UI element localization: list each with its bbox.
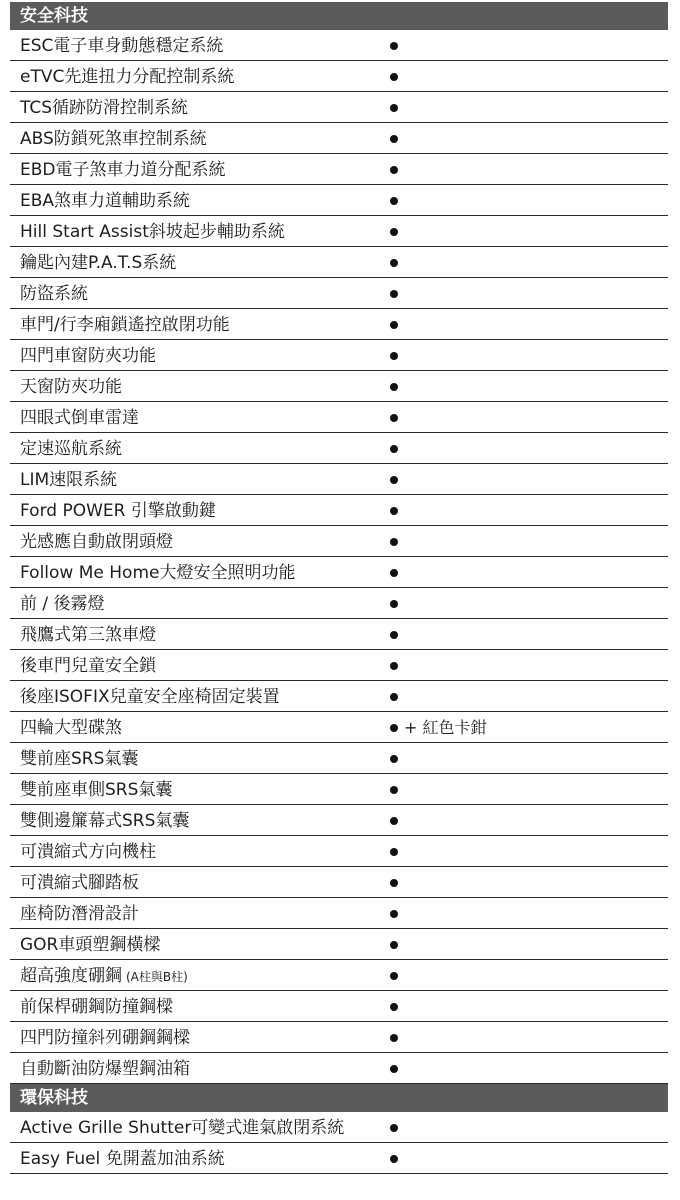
feature-label xyxy=(20,898,139,928)
standard-dot-icon xyxy=(390,724,398,732)
feature-label xyxy=(20,526,173,556)
feature-label xyxy=(20,805,189,835)
spec-row xyxy=(10,154,668,185)
feature-name: 前保桿硼鋼防撞鋼樑 xyxy=(20,997,173,1017)
feature-label xyxy=(20,495,216,525)
standard-dot-icon xyxy=(390,383,398,391)
feature-label xyxy=(20,929,160,959)
spec-sheet xyxy=(10,2,668,1174)
standard-dot-icon xyxy=(390,290,398,298)
availability-cell xyxy=(390,836,398,866)
standard-dot-icon xyxy=(390,879,398,887)
standard-dot-icon xyxy=(390,73,398,81)
availability-cell xyxy=(390,402,398,432)
feature-name: TCS循跡防滑控制系統 xyxy=(20,98,189,118)
availability-cell xyxy=(390,960,398,990)
availability-cell xyxy=(390,185,398,215)
feature-label xyxy=(20,1143,225,1173)
availability-cell xyxy=(390,154,398,184)
spec-row xyxy=(10,247,668,278)
standard-dot-icon xyxy=(390,507,398,515)
availability-cell xyxy=(390,743,398,773)
feature-name: GOR車頭塑鋼橫樑 xyxy=(20,935,161,955)
standard-dot-icon xyxy=(390,817,398,825)
feature-name: EBD電子煞車力道分配系統 xyxy=(20,160,226,180)
availability-cell xyxy=(390,309,398,339)
availability-cell xyxy=(390,1022,398,1052)
spec-row xyxy=(10,743,668,774)
standard-dot-icon xyxy=(390,166,398,174)
standard-dot-icon xyxy=(390,1124,398,1132)
spec-row xyxy=(10,61,668,92)
feature-name: LIM速限系統 xyxy=(20,470,118,490)
feature-name: Active Grille Shutter可變式進氣啟閉系統 xyxy=(20,1118,345,1138)
standard-dot-icon xyxy=(390,538,398,546)
standard-dot-icon xyxy=(390,848,398,856)
feature-name: 後車門兒童安全鎖 xyxy=(20,656,156,676)
feature-name: 可潰縮式腳踏板 xyxy=(20,873,139,893)
feature-name: 雙前座SRS氣囊 xyxy=(20,749,139,769)
feature-label xyxy=(20,1053,190,1083)
standard-dot-icon xyxy=(390,941,398,949)
availability-cell xyxy=(390,464,398,494)
availability-cell xyxy=(390,30,398,60)
feature-label xyxy=(20,92,188,122)
spec-row xyxy=(10,1053,668,1084)
feature-label xyxy=(20,464,117,494)
spec-row xyxy=(10,774,668,805)
spec-row xyxy=(10,216,668,247)
feature-label xyxy=(20,991,173,1021)
feature-name: 飛鷹式第三煞車燈 xyxy=(20,625,156,645)
availability-cell xyxy=(390,92,398,122)
availability-cell xyxy=(390,712,487,742)
availability-cell xyxy=(390,123,398,153)
feature-label xyxy=(20,650,156,680)
standard-dot-icon xyxy=(390,631,398,639)
standard-dot-icon xyxy=(390,1034,398,1042)
feature-name: Hill Start Assist斜坡起步輔助系統 xyxy=(20,222,285,242)
standard-dot-icon xyxy=(390,1065,398,1073)
spec-row xyxy=(10,805,668,836)
spec-row xyxy=(10,836,668,867)
standard-dot-icon xyxy=(390,352,398,360)
feature-label xyxy=(20,247,176,277)
spec-row xyxy=(10,123,668,154)
feature-note: (A柱與B柱) xyxy=(126,970,188,984)
standard-dot-icon xyxy=(390,662,398,670)
feature-name: 光感應自動啟閉頭燈 xyxy=(20,532,173,552)
standard-dot-icon xyxy=(390,321,398,329)
standard-dot-icon xyxy=(390,569,398,577)
section-header: 環保科技 xyxy=(10,1084,668,1112)
feature-label xyxy=(20,185,190,215)
spec-row xyxy=(10,1022,668,1053)
standard-dot-icon xyxy=(390,755,398,763)
availability-cell xyxy=(390,278,398,308)
spec-row xyxy=(10,402,668,433)
availability-cell xyxy=(390,1053,398,1083)
standard-dot-icon xyxy=(390,476,398,484)
spec-row xyxy=(10,898,668,929)
feature-name: EBA煞車力道輔助系統 xyxy=(20,191,191,211)
spec-row xyxy=(10,557,668,588)
availability-cell xyxy=(390,340,398,370)
feature-name: 防盜系統 xyxy=(20,284,88,304)
feature-name: 雙側邊簾幕式SRS氣囊 xyxy=(20,811,190,831)
feature-name: 四眼式倒車雷達 xyxy=(20,408,139,428)
feature-name: 四門車窗防夾功能 xyxy=(20,346,156,366)
spec-row xyxy=(10,991,668,1022)
feature-name: Follow Me Home大燈安全照明功能 xyxy=(20,563,296,583)
spec-row xyxy=(10,495,668,526)
availability-cell xyxy=(390,650,398,680)
feature-label xyxy=(20,309,230,339)
standard-dot-icon xyxy=(390,197,398,205)
feature-extra: + 紅色卡鉗 xyxy=(404,718,487,737)
feature-label xyxy=(20,123,207,153)
spec-row xyxy=(10,619,668,650)
feature-label xyxy=(20,619,156,649)
spec-row xyxy=(10,681,668,712)
feature-label xyxy=(20,1022,190,1052)
spec-row xyxy=(10,371,668,402)
feature-label xyxy=(20,433,122,463)
availability-cell xyxy=(390,557,398,587)
feature-name: ABS防鎖死煞車控制系統 xyxy=(20,129,207,149)
availability-cell xyxy=(390,433,398,463)
feature-name: 車門/行李廂鎖遙控啟閉功能 xyxy=(20,315,230,335)
feature-name: ESC電子車身動態穩定系統 xyxy=(20,36,224,56)
feature-label xyxy=(20,960,188,990)
availability-cell xyxy=(390,588,398,618)
availability-cell xyxy=(390,991,398,1021)
availability-cell xyxy=(390,1112,398,1142)
feature-label xyxy=(20,61,234,91)
spec-row xyxy=(10,960,668,991)
spec-row xyxy=(10,588,668,619)
standard-dot-icon xyxy=(390,600,398,608)
feature-name: Ford POWER 引擎啟動鍵 xyxy=(20,501,216,521)
spec-row xyxy=(10,340,668,371)
spec-row xyxy=(10,309,668,340)
feature-label xyxy=(20,712,122,742)
availability-cell xyxy=(390,681,398,711)
feature-label xyxy=(20,867,139,897)
spec-row xyxy=(10,1112,668,1143)
feature-label xyxy=(20,216,285,246)
standard-dot-icon xyxy=(390,693,398,701)
feature-name: 座椅防潛滑設計 xyxy=(20,904,139,924)
spec-row xyxy=(10,464,668,495)
availability-cell xyxy=(390,495,398,525)
feature-label xyxy=(20,30,223,60)
feature-label xyxy=(20,743,138,773)
availability-cell xyxy=(390,1143,398,1173)
standard-dot-icon xyxy=(390,445,398,453)
standard-dot-icon xyxy=(390,228,398,236)
feature-name: 超高強度硼鋼 xyxy=(20,966,122,986)
feature-label xyxy=(20,774,172,804)
feature-name: 四輪大型碟煞 xyxy=(20,718,122,738)
spec-row xyxy=(10,433,668,464)
standard-dot-icon xyxy=(390,972,398,980)
spec-row xyxy=(10,1143,668,1174)
feature-name: 自動斷油防爆塑鋼油箱 xyxy=(20,1059,190,1079)
availability-cell xyxy=(390,898,398,928)
spec-row xyxy=(10,30,668,61)
feature-label xyxy=(20,588,105,618)
feature-name: 天窗防夾功能 xyxy=(20,377,122,397)
feature-label xyxy=(20,557,295,587)
feature-label xyxy=(20,681,280,711)
standard-dot-icon xyxy=(390,104,398,112)
spec-row xyxy=(10,185,668,216)
standard-dot-icon xyxy=(390,1155,398,1163)
spec-row xyxy=(10,526,668,557)
feature-label xyxy=(20,154,226,184)
feature-name: 鑰匙內建P.A.T.S系統 xyxy=(20,253,177,273)
feature-name: eTVC先進扭力分配控制系統 xyxy=(20,67,235,87)
availability-cell xyxy=(390,371,398,401)
availability-cell xyxy=(390,619,398,649)
availability-cell xyxy=(390,216,398,246)
standard-dot-icon xyxy=(390,910,398,918)
spec-row xyxy=(10,278,668,309)
spec-row xyxy=(10,929,668,960)
section-header: 安全科技 xyxy=(10,2,668,30)
availability-cell xyxy=(390,526,398,556)
feature-label xyxy=(20,836,156,866)
feature-label xyxy=(20,402,139,432)
standard-dot-icon xyxy=(390,135,398,143)
standard-dot-icon xyxy=(390,414,398,422)
availability-cell xyxy=(390,929,398,959)
availability-cell xyxy=(390,774,398,804)
standard-dot-icon xyxy=(390,786,398,794)
feature-name: Easy Fuel 免開蓋加油系統 xyxy=(20,1149,225,1169)
spec-row xyxy=(10,867,668,898)
feature-name: 雙前座車側SRS氣囊 xyxy=(20,780,173,800)
availability-cell xyxy=(390,61,398,91)
feature-name: 可潰縮式方向機柱 xyxy=(20,842,156,862)
standard-dot-icon xyxy=(390,259,398,267)
feature-name: 四門防撞斜列硼鋼鋼樑 xyxy=(20,1028,190,1048)
spec-row xyxy=(10,712,668,743)
feature-name: 定速巡航系統 xyxy=(20,439,122,459)
feature-label xyxy=(20,278,88,308)
feature-name: 前 / 後霧燈 xyxy=(20,594,105,614)
feature-label xyxy=(20,371,122,401)
spec-row xyxy=(10,92,668,123)
spec-row xyxy=(10,650,668,681)
feature-label xyxy=(20,340,156,370)
availability-cell xyxy=(390,805,398,835)
availability-cell xyxy=(390,867,398,897)
standard-dot-icon xyxy=(390,42,398,50)
feature-name: 後座ISOFIX兒童安全座椅固定裝置 xyxy=(20,687,280,707)
standard-dot-icon xyxy=(390,1003,398,1011)
availability-cell xyxy=(390,247,398,277)
feature-label xyxy=(20,1112,344,1142)
